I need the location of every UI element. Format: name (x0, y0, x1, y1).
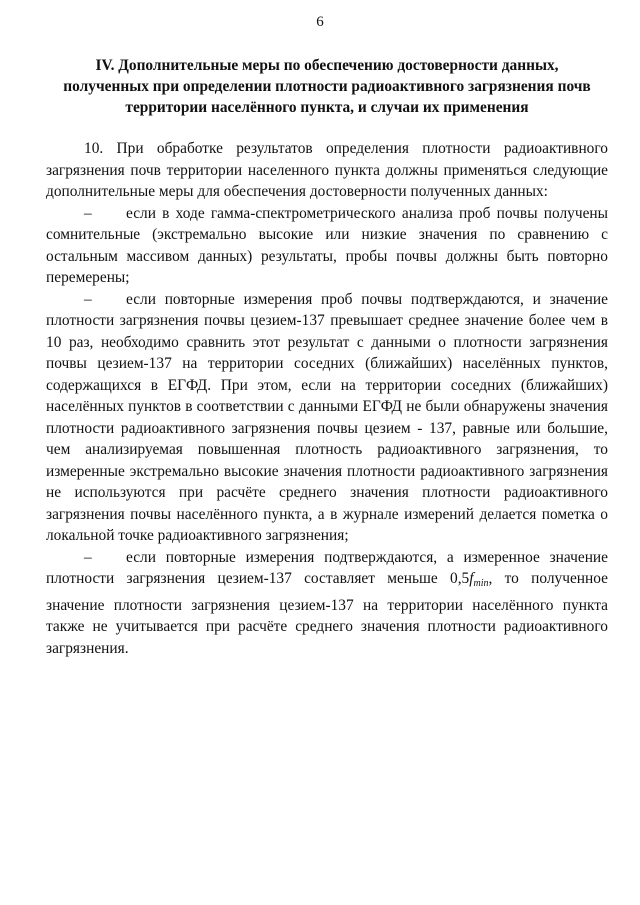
bullet-item-1 (46, 203, 608, 289)
f-min-symbol (469, 570, 488, 587)
bullet-item-2 (46, 289, 608, 547)
document-body (46, 138, 608, 659)
bullet-dash: – (84, 204, 92, 222)
bullet-item-3-text-before: если повторные измерения подтверждаются, а измеренное значение плотности загрязнения цезием-137 составляет меньше 0,5 (46, 548, 608, 587)
section-heading (46, 55, 608, 118)
intro-paragraph: 10. При обработке результатов определения плотности радиоактивного загрязнения почв территории населенного пункта должны применяться следующие дополнительные меры для обеспечения достоверности полученных данных: (46, 140, 608, 200)
bullet-item-3 (46, 547, 608, 660)
page-number: 6 (316, 14, 324, 30)
heading-line-3: территории населённого пункта, и случаи их применения (125, 99, 529, 116)
bullet-item-2-text: если повторные измерения проб почвы подтверждаются, и значение плотности загрязнения почвы цезием-137 превышает среднее значение более чем в 10 раз, необходимо сравнить этот результат с данными о плотности загрязнения почвы цезием-137 на территории соседних (ближайших) населённых пунктов, содержащихся в ЕГФД. При этом, если на территории соседних (ближайших) населённых пунктов в соответствии с данными ЕГФД не были обнаружены значения плотности радиоактивного загрязнения почвы цезием - 137, равные или большие, чем анализируемая повышенная плотность радиоактивного загрязнения, то измеренные экстремально высокие значения плотности радиоактивного загрязнения не используются при расчёте среднего значения плотности радиоактивного загрязнения почвы населённого пункта, а в журнале измерений делается пометка о локальной точке радиоактивного загрязнения; (46, 290, 608, 544)
bullet-item-1-text: если в ходе гамма-спектрометрического анализа проб почвы получены сомнительные (экстремально высокие или низкие значения по сравнению с остальным массивом данных) результаты, пробы почвы должны быть повторно перемерены; (46, 204, 608, 286)
bullet-item-3-text-after: , то полученное значение плотности загрязнения цезием-137 на территории населённого пункта также не учитывается при расчёте среднего значения плотности радиоактивного загрязнения. (46, 570, 608, 657)
heading-line-1: IV. Дополнительные меры по обеспечению достоверности данных, (95, 57, 559, 74)
heading-line-2: полученных при определении плотности радиоактивного загрязнения почв (63, 78, 591, 95)
bullet-dash: – (84, 290, 92, 308)
bullet-dash: – (84, 548, 92, 566)
f-symbol: f (469, 570, 474, 587)
min-subscript: min (473, 578, 489, 589)
